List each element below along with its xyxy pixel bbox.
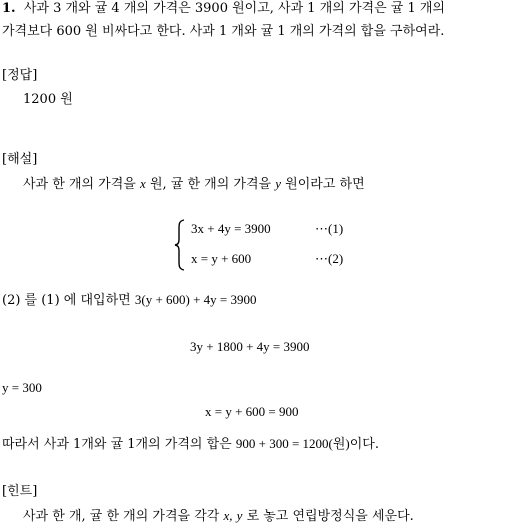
explanation-heading: [해설] [2,152,38,167]
system-brace [174,219,186,271]
hint-text: 사과 한 개, 귤 한 개의 가격을 각각 x, y 로 놓고 연립방정식을 세운다. [23,508,414,524]
equation-1-tag: ⋯(1) [315,221,344,236]
problem-line-1 [2,1,445,17]
substitution-line: (2) 를 (1) 에 대입하면 3(y + 600) + 4y = 3900 [2,292,257,308]
equation-1: 3x + 4y = 3900 [191,221,271,236]
problem-line-2: 가격보다 600 원 비싸다고 한다. 사과 1 개와 귤 1 개의 가격의 합을 구하여라. [2,24,445,39]
step-2: y = 300 [2,380,42,395]
problem-text-1: 사과 3 개와 귤 4 개의 가격은 3900 원이고, 사과 1 개의 가격은 귤 1 개의 [23,1,445,16]
step-3: x = y + 600 = 900 [205,404,299,419]
step-1: 3y + 1800 + 4y = 3900 [190,339,310,354]
answer-value: 1200 원 [23,92,73,107]
equation-2: x = y + 600 [191,251,252,266]
hint-heading: [힌트] [2,484,38,499]
var-y: y [275,176,281,191]
explanation-intro: 사과 한 개의 가격을 x 원, 귤 한 개의 가격을 y 원이라고 하면 [23,176,365,192]
answer-heading: [정답] [2,68,38,83]
problem-number: 1. [2,1,16,16]
var-x: x [140,176,146,191]
equation-2-tag: ⋯(2) [315,251,344,266]
conclusion-line: 따라서 사과 1개와 귤 1개의 가격의 합은 900 + 300 = 1200(원)이다. [2,436,379,452]
